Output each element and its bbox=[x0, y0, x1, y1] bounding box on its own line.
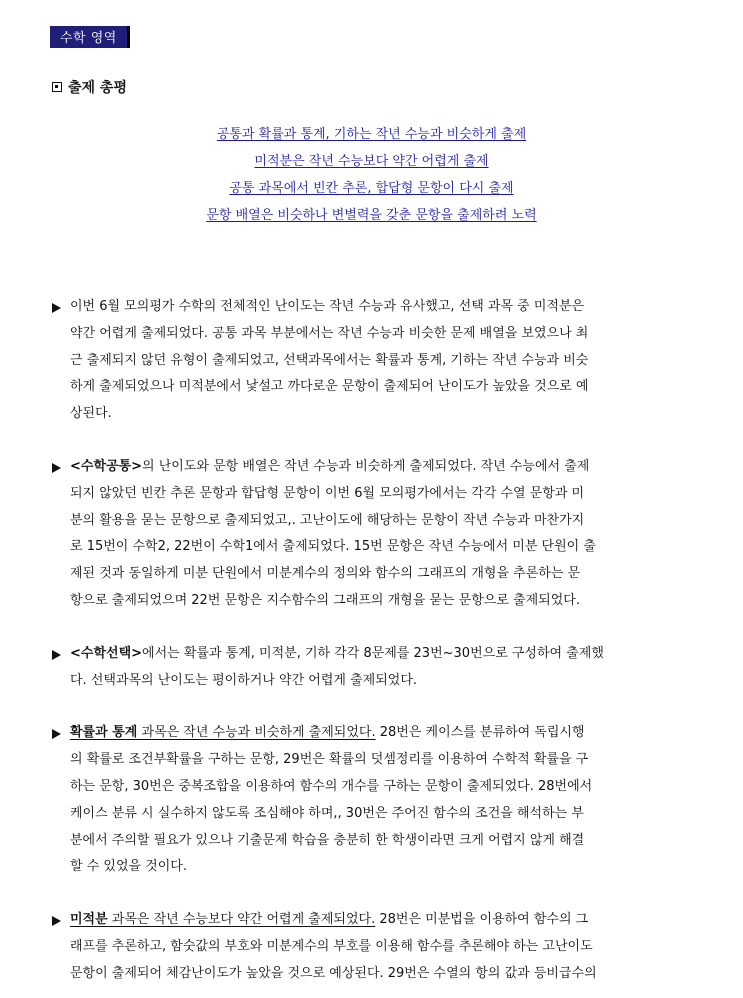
text-run: 의 난이도와 문항 배열은 작년 수능과 비슷하게 출제되었다. 작년 수능에서 출제 bbox=[142, 458, 590, 474]
document-body bbox=[52, 294, 672, 988]
calculus-label: 미적분 bbox=[70, 912, 108, 928]
underlined-text: 과목은 작년 수능보다 약간 어렵게 출제되었다. bbox=[107, 912, 376, 928]
summary-line-2: 미적분은 작년 수능보다 약간 어렵게 출제 bbox=[254, 154, 489, 169]
text-line: 항으로 출제되었으며 22번 문항은 지수함수의 그래프의 개형을 묻는 문항으로 출제되었다. bbox=[70, 592, 580, 608]
text-line: 케이스 분류 시 실수하지 않도록 조심해야 하며,, 30번은 주어진 함수의 조건을 해석하는 부 bbox=[70, 805, 584, 821]
text-line bbox=[70, 907, 672, 934]
text-line: 래프를 추론하고, 함숫값의 부호와 미분계수의 부호를 이용해 함수를 추론해야 하는 고난이도 bbox=[70, 938, 593, 954]
summary-line-1: 공통과 확률과 통계, 기하는 작년 수능과 비슷하게 출제 bbox=[216, 127, 527, 142]
subject-tag: 수학 영역 bbox=[50, 26, 127, 48]
text-run: 28번은 케이스를 분류하여 독립시행 bbox=[375, 725, 585, 741]
text-line bbox=[70, 641, 672, 668]
paragraph-common bbox=[52, 454, 672, 615]
text-line: 분에서 주의할 필요가 있으나 기출문제 학습을 충분히 한 학생이라면 크게 어렵지 않게 해결 bbox=[70, 832, 585, 848]
text-line bbox=[70, 454, 672, 481]
probability-label: 확률과 통계 bbox=[70, 725, 138, 741]
text-run: 에서는 확률과 통계, 미적분, 기하 각각 8문제를 23번~30번으로 구성하여 출제했 bbox=[142, 645, 604, 661]
text-line: 제된 것과 동일하게 미분 단원에서 미분계수의 정의와 함수의 그래프의 개형을 추론하는 문 bbox=[70, 566, 581, 582]
text-line: 분의 활용을 묻는 문항으로 출제되었고,. 고난이도에 해당하는 문항이 작년 수능과 마찬가지 bbox=[70, 512, 585, 528]
text-line: 로 15번이 수학2, 22번이 수학1에서 출제되었다. 15번 문항은 작년 수능에서 미분 단원이 출 bbox=[70, 539, 596, 555]
text-line: 할 수 있었을 것이다. bbox=[70, 859, 187, 875]
paragraph-probability bbox=[52, 720, 672, 881]
text-line: 이번 6월 모의평가 수학의 전체적인 난이도는 작년 수능과 유사했고, 선택 과목 중 미적분은 bbox=[70, 299, 585, 314]
text-line: 의 확률로 조건부확률을 구하는 문항, 29번은 확률의 덧셈정리를 이용하여 수학적 확률을 구 bbox=[70, 752, 589, 768]
common-label: <수학공통> bbox=[70, 458, 143, 474]
paragraph-elective bbox=[52, 641, 672, 695]
paragraph-calculus bbox=[52, 907, 672, 987]
text-line: 하는 문항, 30번은 중복조합을 이용하여 함수의 개수를 구하는 문항이 출제되었다. 28번에서 bbox=[70, 778, 593, 794]
text-line: 약간 어렵게 출제되었다. 공통 과목 부분에서는 작년 수능과 비슷한 문제 배열을 보였으나 최 bbox=[70, 325, 589, 341]
section-heading bbox=[52, 77, 127, 97]
summary-box bbox=[0, 127, 743, 235]
text-line: 다. 선택과목의 난이도는 평이하거나 약간 어렵게 출제되었다. bbox=[70, 672, 418, 688]
underlined-text: 과목은 작년 수능과 비슷하게 출제되었다. bbox=[137, 725, 376, 741]
summary-line-3: 공통 과목에서 빈칸 추론, 합답형 문항이 다시 출제 bbox=[229, 181, 514, 196]
section-title: 출제 총평 bbox=[68, 80, 127, 96]
triangle-bullet-icon bbox=[52, 729, 61, 739]
text-line: 문항이 출제되어 체감난이도가 높았을 것으로 예상된다. 29번은 수열의 항의 값과 등비급수의 bbox=[70, 965, 597, 981]
text-line: 되지 않았던 빈칸 추론 문항과 합답형 문항이 이번 6월 모의평가에서는 각각 수열 문항과 미 bbox=[70, 485, 585, 501]
triangle-bullet-icon bbox=[52, 650, 61, 660]
text-line: 상된다. bbox=[70, 406, 112, 422]
paragraph-overview bbox=[52, 294, 672, 428]
triangle-bullet-icon bbox=[52, 303, 61, 313]
text-run: 28번은 미분법을 이용하여 함수의 그 bbox=[375, 912, 589, 928]
square-bullet-icon bbox=[52, 82, 62, 92]
summary-line-4: 문항 배열은 비슷하나 변별력을 갖춘 문항을 출제하려 노력 bbox=[206, 208, 537, 223]
text-line: 근 출제되지 않던 유형이 출제되었고, 선택과목에서는 확률과 통계, 기하는 작년 수능과 비슷 bbox=[70, 352, 589, 368]
triangle-bullet-icon bbox=[52, 463, 61, 473]
text-line bbox=[70, 720, 672, 747]
elective-label: <수학선택> bbox=[70, 645, 143, 661]
triangle-bullet-icon bbox=[52, 916, 61, 926]
text-line: 하게 출제되었으나 미적분에서 낯설고 까다로운 문항이 출제되어 난이도가 높았을 것으로 예 bbox=[70, 379, 589, 395]
